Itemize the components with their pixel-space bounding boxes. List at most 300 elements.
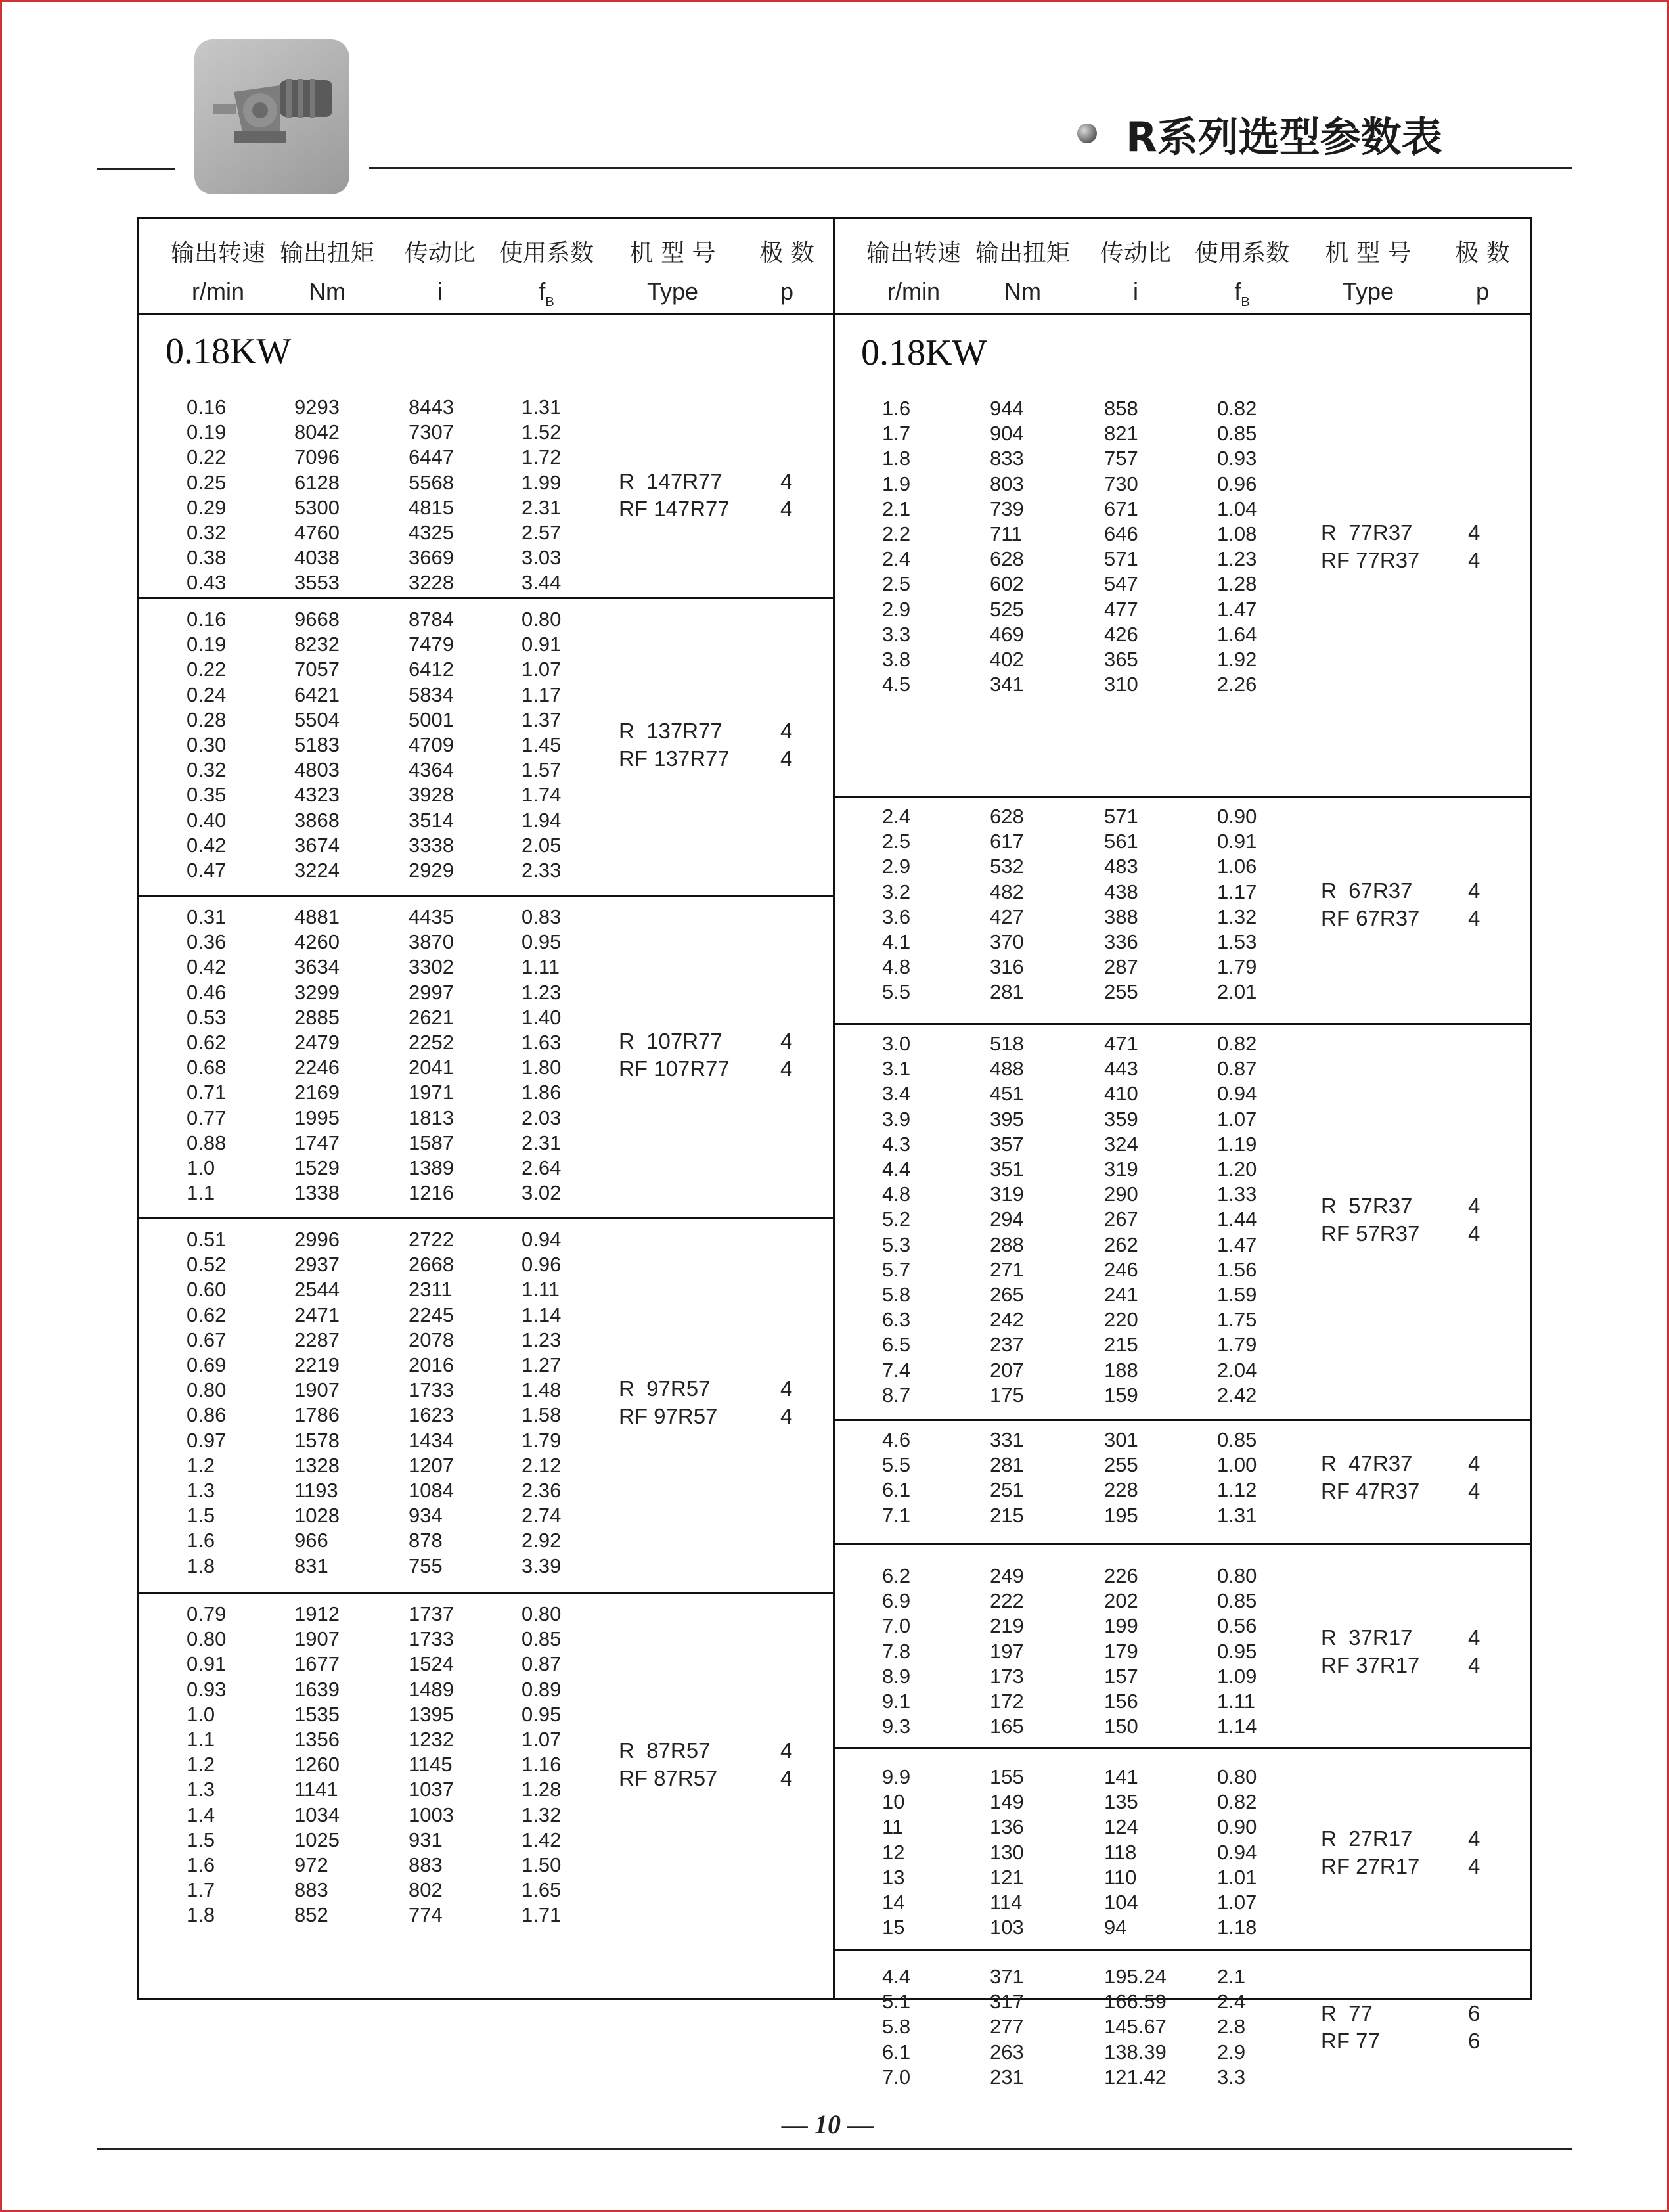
torque-cell: 1028 — [294, 1504, 340, 1527]
torque-cell: 944 — [990, 397, 1024, 420]
ratio-cell: 255 — [1104, 1453, 1138, 1477]
service-factor-cell: 3.39 — [522, 1554, 562, 1577]
speed-cell: 1.0 — [187, 1156, 215, 1179]
table-row — [139, 1803, 833, 1828]
ratio-cell: 4709 — [409, 733, 454, 756]
ratio-cell: 94 — [1104, 1916, 1127, 1939]
table-row — [835, 1503, 1530, 1528]
header-ratio-unit-text: i — [1133, 278, 1138, 305]
model-type: R 137R77 — [619, 719, 723, 744]
speed-cell: 0.71 — [187, 1081, 227, 1104]
torque-cell: 6421 — [294, 683, 340, 706]
table-row — [835, 547, 1530, 572]
table-row — [835, 1614, 1530, 1638]
table-row — [835, 1358, 1530, 1383]
table-row — [835, 1589, 1530, 1614]
torque-cell: 173 — [990, 1664, 1024, 1688]
service-factor-cell: 3.03 — [522, 546, 562, 570]
header-torque-zh: 输出扭矩 — [975, 240, 1070, 267]
table-row — [835, 905, 1530, 930]
table-row — [139, 905, 833, 930]
model-type: R 107R77 — [619, 1029, 723, 1054]
speed-cell: 5.1 — [882, 1990, 911, 2014]
service-factor-cell: 1.06 — [1217, 855, 1257, 878]
model-group — [835, 1949, 1530, 2097]
speed-cell: 4.6 — [882, 1428, 911, 1451]
service-factor-cell: 2.64 — [522, 1156, 562, 1179]
torque-cell: 3553 — [294, 571, 340, 595]
speed-cell: 0.86 — [187, 1403, 227, 1427]
service-factor-cell: 1.79 — [522, 1428, 562, 1452]
table-row — [139, 1030, 833, 1055]
ratio-cell: 1434 — [409, 1428, 454, 1452]
ratio-cell: 6447 — [409, 445, 454, 469]
ratio-cell: 110 — [1104, 1865, 1137, 1889]
ratio-cell: 1389 — [409, 1156, 454, 1179]
ratio-cell: 2997 — [409, 980, 454, 1004]
service-factor-cell: 0.96 — [1217, 472, 1257, 495]
pole-count: 4 — [780, 1376, 793, 1401]
ratio-cell: 228 — [1104, 1478, 1138, 1502]
right-table-panel — [835, 217, 1532, 2088]
footer-rule — [97, 2148, 1572, 2150]
ratio-cell: 7307 — [409, 420, 454, 444]
gearmotor-logo-image — [194, 39, 349, 194]
service-factor-cell: 0.85 — [1217, 422, 1257, 445]
service-factor-cell: 1.47 — [1217, 597, 1257, 621]
torque-cell: 319 — [990, 1183, 1024, 1206]
service-factor-cell: 1.01 — [1217, 1865, 1257, 1889]
ratio-cell: 195.24 — [1104, 1965, 1167, 1988]
table-row — [835, 396, 1530, 421]
service-factor-cell: 0.82 — [1217, 1032, 1257, 1055]
ratio-cell: 267 — [1104, 1208, 1138, 1231]
speed-cell: 10 — [882, 1790, 905, 1814]
table-row — [139, 1777, 833, 1802]
ratio-cell: 547 — [1104, 572, 1138, 596]
ratio-cell: 319 — [1104, 1158, 1138, 1181]
ratio-cell: 730 — [1104, 472, 1138, 495]
table-row — [139, 782, 833, 807]
torque-cell: 2544 — [294, 1278, 340, 1301]
header-speed-unit — [855, 278, 973, 305]
ratio-cell: 755 — [409, 1554, 443, 1577]
pole-count: 4 — [780, 468, 793, 493]
speed-cell: 0.97 — [187, 1428, 227, 1452]
header-torque-unit-text: Nm — [309, 278, 345, 305]
speed-cell: 0.93 — [187, 1677, 227, 1701]
service-factor-cell: 1.11 — [522, 955, 560, 979]
service-factor-cell: 0.95 — [1217, 1639, 1257, 1663]
ratio-cell: 1733 — [409, 1627, 454, 1651]
service-factor-cell: 1.23 — [522, 980, 562, 1004]
header-torque-unit — [268, 278, 386, 305]
model-type: RF 47R37 — [1321, 1479, 1420, 1504]
header-poles-unit — [728, 278, 846, 305]
header-service-factor-unit-text: f — [1234, 278, 1241, 305]
service-factor-cell: 2.4 — [1217, 1990, 1246, 2014]
service-factor-cell: 0.87 — [522, 1652, 562, 1676]
ratio-cell: 3228 — [409, 571, 454, 595]
table-row — [139, 1528, 833, 1553]
table-header — [139, 219, 833, 315]
service-factor-cell: 2.01 — [1217, 980, 1257, 1004]
torque-cell: 316 — [990, 955, 1024, 979]
torque-cell: 803 — [990, 472, 1024, 495]
torque-cell: 4881 — [294, 905, 340, 928]
ratio-cell: 410 — [1104, 1082, 1138, 1106]
model-type: R 147R77 — [619, 468, 723, 493]
pole-count: 6 — [1468, 2000, 1480, 2025]
table-row — [835, 1107, 1530, 1132]
table-row — [835, 1689, 1530, 1714]
service-factor-cell: 1.42 — [522, 1828, 562, 1851]
table-row — [139, 1702, 833, 1727]
ratio-cell: 157 — [1104, 1664, 1138, 1688]
speed-cell: 1.8 — [882, 447, 911, 470]
ratio-cell: 1524 — [409, 1652, 454, 1676]
table-row — [139, 1403, 833, 1428]
table-row — [139, 632, 833, 657]
speed-cell: 0.47 — [187, 859, 227, 882]
ratio-cell: 4435 — [409, 905, 454, 928]
torque-cell: 271 — [990, 1257, 1024, 1281]
service-factor-cell: 0.90 — [1217, 1815, 1257, 1839]
speed-cell: 3.6 — [882, 905, 911, 928]
table-row — [835, 1865, 1530, 1890]
service-factor-cell: 1.32 — [1217, 905, 1257, 928]
torque-cell: 617 — [990, 830, 1024, 853]
service-factor-cell: 1.14 — [522, 1303, 562, 1326]
speed-cell: 1.7 — [882, 422, 911, 445]
torque-cell: 4803 — [294, 758, 340, 782]
header-type-zh: 机 型 号 — [629, 240, 716, 267]
torque-cell: 5300 — [294, 495, 340, 519]
ratio-cell: 1813 — [409, 1106, 454, 1129]
torque-cell: 277 — [990, 2015, 1024, 2039]
header-ratio-zh: 传动比 — [1100, 240, 1171, 267]
speed-cell: 2.2 — [882, 522, 911, 545]
ratio-cell: 166.59 — [1104, 1990, 1167, 2014]
torque-cell: 395 — [990, 1107, 1024, 1131]
torque-cell: 237 — [990, 1333, 1024, 1357]
table-row — [835, 1765, 1530, 1790]
model-group — [139, 895, 833, 1217]
pole-count: 4 — [780, 1029, 793, 1054]
torque-cell: 831 — [294, 1554, 328, 1577]
table-row — [139, 1005, 833, 1030]
pole-count: 4 — [780, 719, 793, 744]
model-group — [835, 796, 1530, 1023]
torque-cell: 1995 — [294, 1106, 340, 1129]
model-group — [835, 1023, 1530, 1419]
pole-count: 4 — [1468, 1479, 1480, 1504]
speed-cell: 4.4 — [882, 1965, 911, 1988]
speed-cell: 0.22 — [187, 445, 227, 469]
table-row — [835, 1132, 1530, 1157]
ratio-cell: 1216 — [409, 1181, 454, 1205]
service-factor-cell: 2.31 — [522, 495, 562, 519]
table-row — [835, 1790, 1530, 1815]
model-type: RF 37R17 — [1321, 1652, 1420, 1677]
service-factor-cell: 1.16 — [522, 1753, 562, 1776]
speed-cell: 9.9 — [882, 1765, 911, 1788]
model-type: RF 57R37 — [1321, 1221, 1420, 1246]
speed-cell: 0.88 — [187, 1131, 227, 1154]
speed-cell: 6.2 — [882, 1564, 911, 1587]
speed-cell: 3.0 — [882, 1032, 911, 1055]
ratio-cell: 2929 — [409, 859, 454, 882]
speed-cell: 12 — [882, 1840, 905, 1864]
service-factor-cell: 1.86 — [522, 1081, 562, 1104]
service-factor-cell: 3.3 — [1217, 2065, 1246, 2088]
ratio-cell: 287 — [1104, 955, 1138, 979]
torque-cell: 215 — [990, 1503, 1024, 1527]
table-row — [139, 1853, 833, 1878]
torque-cell: 371 — [990, 1965, 1024, 1988]
table-row — [835, 472, 1530, 497]
model-type: RF 147R77 — [619, 496, 730, 521]
torque-cell: 165 — [990, 1715, 1024, 1738]
torque-cell: 2937 — [294, 1253, 340, 1276]
speed-cell: 0.91 — [187, 1652, 227, 1676]
speed-cell: 0.29 — [187, 495, 227, 519]
torque-cell: 231 — [990, 2065, 1024, 2088]
speed-cell: 3.2 — [882, 880, 911, 903]
ratio-cell: 5568 — [409, 470, 454, 494]
ratio-cell: 7479 — [409, 633, 454, 656]
model-group — [139, 597, 833, 895]
header-ratio-zh: 传动比 — [404, 240, 476, 267]
torque-cell: 3299 — [294, 980, 340, 1004]
speed-cell: 1.2 — [187, 1453, 215, 1477]
header-service-factor-zh: 使用系数 — [499, 240, 594, 267]
speed-cell: 2.4 — [882, 805, 911, 828]
torque-cell: 628 — [990, 547, 1024, 571]
table-row — [835, 1182, 1530, 1207]
service-factor-cell: 1.44 — [1217, 1208, 1257, 1231]
torque-cell: 130 — [990, 1840, 1024, 1864]
table-row — [139, 1106, 833, 1131]
service-factor-cell: 1.23 — [522, 1328, 562, 1351]
speed-cell: 1.3 — [187, 1479, 215, 1502]
table-row — [139, 683, 833, 708]
table-row — [139, 930, 833, 955]
ratio-cell: 4815 — [409, 495, 454, 519]
speed-cell: 7.0 — [882, 1614, 911, 1638]
table-row — [835, 421, 1530, 446]
table-row — [139, 1131, 833, 1156]
header-type-zh: 机 型 号 — [1325, 240, 1412, 267]
service-factor-cell: 1.14 — [1217, 1715, 1257, 1738]
pole-count: 4 — [780, 1738, 793, 1763]
model-type: RF 97R57 — [619, 1404, 718, 1429]
fb-subscript: B — [545, 295, 554, 309]
service-factor-cell: 0.87 — [1217, 1057, 1257, 1081]
service-factor-cell: 1.23 — [1217, 547, 1257, 571]
service-factor-cell: 1.40 — [522, 1005, 562, 1029]
service-factor-cell: 1.56 — [1217, 1257, 1257, 1281]
service-factor-cell: 1.71 — [522, 1903, 562, 1927]
table-row — [139, 808, 833, 833]
service-factor-cell: 1.59 — [1217, 1283, 1257, 1306]
speed-cell: 0.19 — [187, 633, 227, 656]
service-factor-cell: 2.74 — [522, 1504, 562, 1527]
speed-cell: 2.5 — [882, 830, 911, 853]
table-row — [139, 607, 833, 632]
speed-cell: 6.3 — [882, 1308, 911, 1332]
ratio-cell: 571 — [1104, 805, 1138, 828]
service-factor-cell: 2.92 — [522, 1529, 562, 1552]
ratio-cell: 878 — [409, 1529, 443, 1552]
ratio-cell: 1587 — [409, 1131, 454, 1154]
model-group — [835, 1419, 1530, 1543]
service-factor-cell: 1.57 — [522, 758, 562, 782]
speed-cell: 4.5 — [882, 673, 911, 696]
ratio-cell: 179 — [1104, 1639, 1138, 1663]
pole-count: 4 — [780, 496, 793, 521]
service-factor-cell: 1.50 — [522, 1853, 562, 1876]
ratio-cell: 135 — [1104, 1790, 1138, 1814]
speed-cell: 3.9 — [882, 1107, 911, 1131]
service-factor-cell: 0.83 — [522, 905, 562, 928]
torque-cell: 8042 — [294, 420, 340, 444]
service-factor-cell: 2.42 — [1217, 1383, 1257, 1407]
torque-cell: 2996 — [294, 1228, 340, 1251]
torque-cell: 1025 — [294, 1828, 340, 1851]
pole-count: 4 — [1468, 1652, 1480, 1677]
bullet-icon — [1077, 124, 1097, 143]
table-row — [835, 622, 1530, 647]
model-type: RF 137R77 — [619, 746, 730, 771]
torque-cell: 242 — [990, 1308, 1024, 1332]
service-factor-cell: 2.31 — [522, 1131, 562, 1154]
service-factor-cell: 1.79 — [1217, 1333, 1257, 1357]
service-factor-cell: 1.74 — [522, 783, 562, 807]
ratio-cell: 821 — [1104, 422, 1138, 445]
service-factor-cell: 0.56 — [1217, 1614, 1257, 1638]
ratio-cell: 646 — [1104, 522, 1138, 545]
ratio-cell: 215 — [1104, 1333, 1138, 1357]
speed-cell: 2.9 — [882, 855, 911, 878]
ratio-cell: 426 — [1104, 622, 1138, 646]
ratio-cell: 301 — [1104, 1428, 1138, 1451]
table-row — [139, 1227, 833, 1252]
service-factor-cell: 1.47 — [1217, 1232, 1257, 1256]
torque-cell: 1260 — [294, 1753, 340, 1776]
speed-cell: 11 — [882, 1815, 904, 1839]
ratio-cell: 1207 — [409, 1453, 454, 1477]
service-factor-cell: 1.65 — [522, 1878, 562, 1902]
ratio-cell: 336 — [1104, 930, 1138, 953]
ratio-cell: 199 — [1104, 1614, 1138, 1638]
speed-cell: 3.3 — [882, 622, 911, 646]
ratio-cell: 124 — [1104, 1815, 1138, 1839]
table-row — [835, 1890, 1530, 1915]
torque-cell: 1034 — [294, 1803, 340, 1826]
table-row — [835, 2065, 1530, 2090]
table-row — [835, 1453, 1530, 1478]
ratio-cell: 324 — [1104, 1132, 1138, 1156]
service-factor-cell: 1.07 — [1217, 1891, 1257, 1914]
header-speed-zh: 输出转速 — [866, 240, 961, 267]
torque-cell: 114 — [990, 1891, 1023, 1914]
table-row — [139, 420, 833, 445]
torque-cell: 469 — [990, 622, 1024, 646]
service-factor-cell: 1.75 — [1217, 1308, 1257, 1332]
ratio-cell: 571 — [1104, 547, 1138, 571]
model-group — [139, 1592, 833, 2097]
table-row — [835, 930, 1530, 955]
ratio-cell: 3928 — [409, 783, 454, 807]
speed-cell: 7.4 — [882, 1358, 911, 1382]
torque-cell: 357 — [990, 1132, 1024, 1156]
torque-cell: 341 — [990, 673, 1024, 696]
speed-cell: 1.5 — [187, 1504, 215, 1527]
speed-cell: 0.35 — [187, 783, 227, 807]
pole-count: 4 — [1468, 548, 1480, 573]
service-factor-cell: 0.95 — [522, 930, 562, 954]
left-table-panel — [137, 217, 835, 2000]
header-service-factor-unit-text: f — [539, 278, 546, 305]
torque-cell: 427 — [990, 905, 1024, 928]
service-factor-cell: 2.26 — [1217, 673, 1257, 696]
service-factor-cell: 0.80 — [1217, 1564, 1257, 1587]
ratio-cell: 1489 — [409, 1677, 454, 1701]
torque-cell: 482 — [990, 880, 1024, 903]
table-row — [139, 1903, 833, 1928]
pole-count: 4 — [780, 1404, 793, 1429]
table-row — [139, 1277, 833, 1302]
pole-count: 4 — [780, 1056, 793, 1081]
table-row — [835, 446, 1530, 471]
speed-cell: 5.5 — [882, 980, 911, 1004]
ratio-cell: 8784 — [409, 608, 454, 631]
pole-count: 4 — [1468, 520, 1480, 545]
speed-cell: 1.9 — [882, 472, 911, 495]
torque-cell: 7057 — [294, 658, 340, 681]
header-service-factor-unit — [487, 278, 606, 310]
speed-cell: 7.8 — [882, 1639, 911, 1663]
header-service-factor-unit — [1183, 278, 1301, 310]
table-row — [139, 1428, 833, 1453]
service-factor-cell: 1.58 — [522, 1403, 562, 1427]
ratio-cell: 138.39 — [1104, 2040, 1167, 2064]
ratio-cell: 388 — [1104, 905, 1138, 928]
table-row — [139, 858, 833, 883]
ratio-cell: 2016 — [409, 1353, 454, 1376]
torque-cell: 197 — [990, 1639, 1024, 1663]
speed-cell: 0.77 — [187, 1106, 227, 1129]
speed-cell: 1.2 — [187, 1753, 215, 1776]
speed-cell: 0.79 — [187, 1602, 227, 1625]
service-factor-cell: 1.07 — [522, 658, 562, 681]
ratio-cell: 359 — [1104, 1107, 1138, 1131]
service-factor-cell: 0.80 — [522, 608, 562, 631]
ratio-cell: 8443 — [409, 395, 454, 418]
ratio-cell: 2041 — [409, 1056, 454, 1079]
torque-cell: 149 — [990, 1790, 1024, 1814]
table-row — [835, 572, 1530, 597]
table-row — [835, 1664, 1530, 1689]
speed-cell: 5.8 — [882, 2015, 911, 2039]
service-factor-cell: 1.07 — [522, 1728, 562, 1751]
speed-cell: 9.3 — [882, 1715, 911, 1738]
torque-cell: 2471 — [294, 1303, 340, 1326]
pole-count: 4 — [1468, 905, 1480, 930]
header-ratio-unit — [1077, 278, 1195, 305]
torque-cell: 904 — [990, 422, 1024, 445]
